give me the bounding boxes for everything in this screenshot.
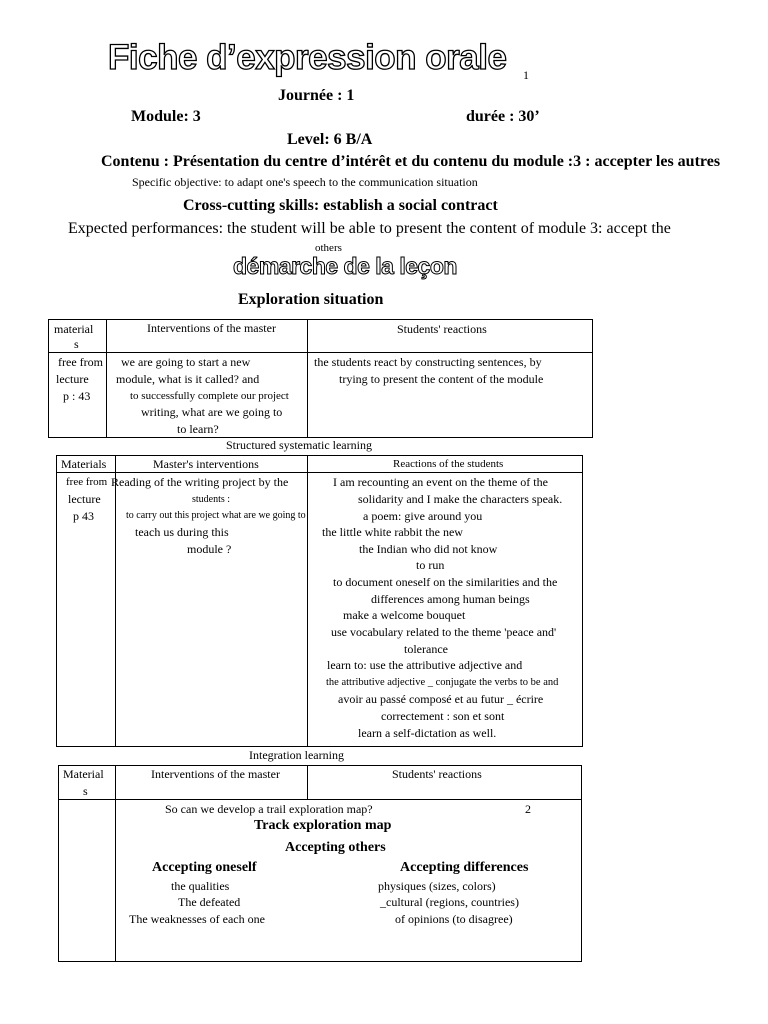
- master-line: to learn?: [177, 422, 219, 436]
- map-subtitle: Accepting others: [285, 840, 386, 855]
- header-materials: Material: [63, 767, 104, 781]
- student-line: the little white rabbit the new: [322, 525, 463, 539]
- lesson-steps-heading: démarche de la leçon: [233, 253, 457, 279]
- student-line: to document oneself on the similarities and the: [333, 575, 558, 589]
- expected-performances: Expected performances: the student will be able to present the content of module 3: accept the: [68, 220, 671, 237]
- accepting-oneself-title: Accepting oneself: [152, 860, 257, 875]
- accepting-differences-item: physiques (sizes, colors): [378, 879, 496, 893]
- student-line: a poem: give around you: [363, 509, 483, 523]
- accepting-oneself-item: The weaknesses of each one: [129, 912, 265, 926]
- student-line: trying to present the content of the module: [339, 372, 544, 386]
- student-line: make a welcome bouquet: [343, 608, 466, 622]
- student-line: avoir au passé composé et au futur _ écrire: [338, 692, 544, 706]
- accepting-differences-item: _cultural (regions, countries): [380, 895, 519, 909]
- structured-heading: Structured systematic learning: [226, 438, 372, 452]
- student-line: learn a self-dictation as well.: [358, 726, 497, 740]
- header-materials: Materials: [61, 457, 107, 471]
- student-line: the Indian who did not know: [359, 542, 498, 556]
- accepting-oneself-item: The defeated: [178, 895, 241, 909]
- level-label: Level: 6 B/A: [287, 131, 373, 148]
- header-students-reactions: Reactions of the students: [393, 458, 504, 470]
- duration-label: durée : 30’: [466, 108, 540, 125]
- journee: Journée : 1: [278, 87, 355, 104]
- accepting-differences-item: of opinions (to disagree): [395, 912, 513, 926]
- exploration-heading: Exploration situation: [238, 291, 384, 308]
- contenu-line: Contenu : Présentation du centre d’intérêt et du contenu du module :3 : accepter les autres: [101, 153, 721, 170]
- cross-cutting-skills: Cross-cutting skills: establish a social contract: [183, 197, 498, 214]
- master-line: students :: [192, 494, 231, 505]
- expected-performances-continued: others: [315, 242, 342, 254]
- master-line: Reading of the writing project by the: [111, 475, 289, 489]
- header-students-reactions: Students' reactions: [392, 767, 482, 781]
- integration-heading: Integration learning: [249, 748, 344, 762]
- student-line: differences among human beings: [371, 592, 530, 606]
- master-line: to successfully complete our project: [130, 390, 289, 402]
- material-line: free from: [58, 355, 103, 369]
- student-line: I am recounting an event on the theme of the: [333, 475, 548, 489]
- student-line: the students react by constructing sentences, by: [314, 355, 542, 369]
- material-line: p 43: [73, 509, 94, 523]
- header-students-reactions: Students' reactions: [397, 322, 487, 336]
- master-line: to carry out this project what are we going to: [126, 510, 306, 521]
- student-line: tolerance: [404, 642, 448, 656]
- student-line: solidarity and I make the characters speak.: [358, 492, 563, 506]
- student-line: correctement : son et sont: [381, 709, 505, 723]
- header-materials: material: [54, 322, 94, 336]
- page-number: 1: [523, 68, 529, 82]
- accepting-differences-title: Accepting differences: [400, 860, 529, 875]
- student-line: learn to: use the attributive adjective and: [327, 658, 523, 672]
- header-master-interventions: Interventions of the master: [147, 321, 276, 335]
- master-line: module, what is it called? and: [116, 372, 260, 386]
- master-line: teach us during this: [135, 525, 229, 539]
- material-line: p : 43: [63, 389, 91, 403]
- master-line: module ?: [187, 542, 232, 556]
- specific-objective: Specific objective: to adapt one's speech to the communication situation: [132, 175, 478, 189]
- material-line: lecture: [68, 492, 101, 506]
- header-materials-suffix: s: [74, 337, 79, 351]
- map-title: Track exploration map: [254, 818, 392, 833]
- page-title: Fiche d’expression orale: [108, 38, 507, 77]
- master-line: writing, what are we going to: [141, 405, 283, 419]
- accepting-oneself-item: the qualities: [171, 879, 230, 893]
- header-materials-suffix: s: [83, 784, 88, 798]
- material-line: lecture: [56, 372, 89, 386]
- student-line: use vocabulary related to the theme 'peace and': [331, 625, 557, 639]
- header-master-interventions: Interventions of the master: [151, 767, 280, 781]
- student-line: the attributive adjective _ conjugate the verbs to be and: [326, 677, 559, 688]
- header-master-interventions: Master's interventions: [153, 457, 259, 471]
- master-line: we are going to start a new: [121, 355, 251, 369]
- student-line: to run: [416, 558, 445, 572]
- map-number: 2: [525, 802, 531, 816]
- module-label: Module: 3: [131, 108, 201, 125]
- map-question: So can we develop a trail exploration map?: [165, 802, 373, 816]
- material-line: free from: [66, 476, 108, 488]
